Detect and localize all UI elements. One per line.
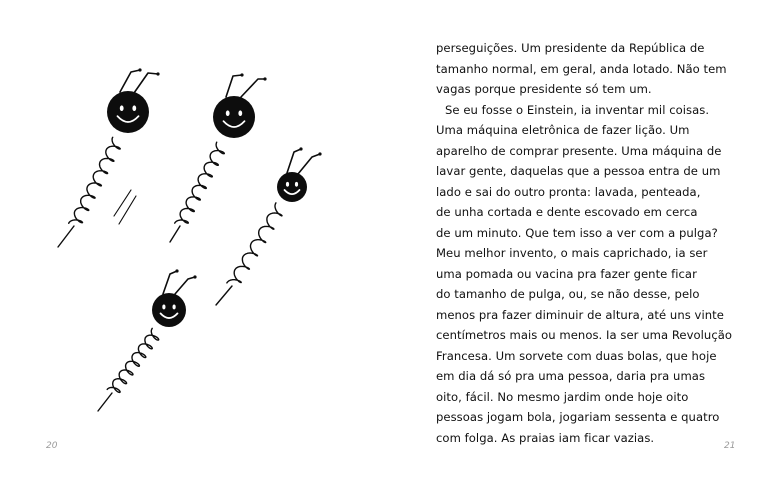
text-line: Meu melhor invento, o mais caprichado, ia ser [436,246,708,260]
spring-tail [170,226,180,242]
text-line: de um minuto. Que tem isso a ver com a pulga? [436,225,718,240]
spring-body [175,142,225,223]
antenna-tip [156,72,159,75]
flea-head [107,91,149,133]
text-line: com folga. As praias iam ficar vazias. [436,430,655,445]
text-line: lado e sai do outro pronta: lavada, penteada, [436,184,701,199]
flea-eye [173,305,176,310]
antenna-left [287,149,301,173]
flea-eye [120,105,124,111]
flea-head [213,96,255,138]
antenna-tip [299,147,302,150]
antenna-right [298,154,320,174]
text-line: lavar gente, daquelas que a pessoa entra de um [436,164,721,178]
flea-eye [238,110,242,116]
text-line: Uma máquina eletrônica de fazer lição. Um [436,123,690,137]
flea-eye [226,110,230,116]
antenna-right [175,277,195,294]
page-number: 21 [724,441,736,451]
flea-head [152,293,186,327]
flea-eye [286,182,289,187]
antenna-right [241,79,265,97]
text-line: de unha cortada e dente escovado em cerca [436,205,698,219]
antenna-left [163,271,177,294]
text-line: pessoas jogam bola, jogariam sessenta e quatro [436,410,720,424]
flea-eye [295,182,298,187]
antenna-tip [240,73,243,76]
motion-line [114,190,131,216]
flea-head [277,172,307,202]
spring-tail [216,286,232,305]
body-text [436,38,758,448]
text-line: Francesa. Um sorvete com duas bolas, que hoje [436,348,717,363]
text-line: Se eu fosse o Einstein, ia inventar mil coisas. [445,102,710,117]
spring-tail [58,226,74,247]
text-line: uma pomada ou vacina pra fazer gente ficar [436,266,697,281]
spring-body [107,328,159,392]
antenna-right [134,73,158,93]
antenna-tip [263,77,266,80]
motion-line [119,196,136,224]
page-number: 20 [46,441,58,451]
text-line: em dia dá só pra uma pessoa, daria pra umas [436,369,706,383]
text-line: oito, fácil. No mesmo jardim onde hoje oito [436,389,689,404]
text-line: tamanho normal, em geral, anda lotado. Não tem [436,61,727,76]
antenna-tip [138,68,141,71]
antenna-tip [193,275,196,278]
text-line: menos pra fazer diminuir de altura, até uns vinte [436,307,724,322]
text-line: do tamanho de pulga, ou, se não desse, pelo [436,287,700,301]
antenna-tip [175,269,178,272]
text-line: vagas porque presidente só tem um. [436,82,652,96]
spring-body [227,203,282,283]
right-page [390,0,780,478]
fleas-group [58,68,322,411]
text-line: perseguições. Um presidente da República de [436,41,705,55]
antenna-tip [318,152,321,155]
text-line: aparelho de comprar presente. Uma máquina de [436,143,722,158]
spring-tail [98,393,112,411]
text-line: centímetros mais ou menos. Ia ser uma Revolução [436,328,733,342]
spring-body [69,137,121,223]
antenna-left [226,75,242,97]
flea-eye [132,105,136,111]
flea-eye [162,305,165,310]
